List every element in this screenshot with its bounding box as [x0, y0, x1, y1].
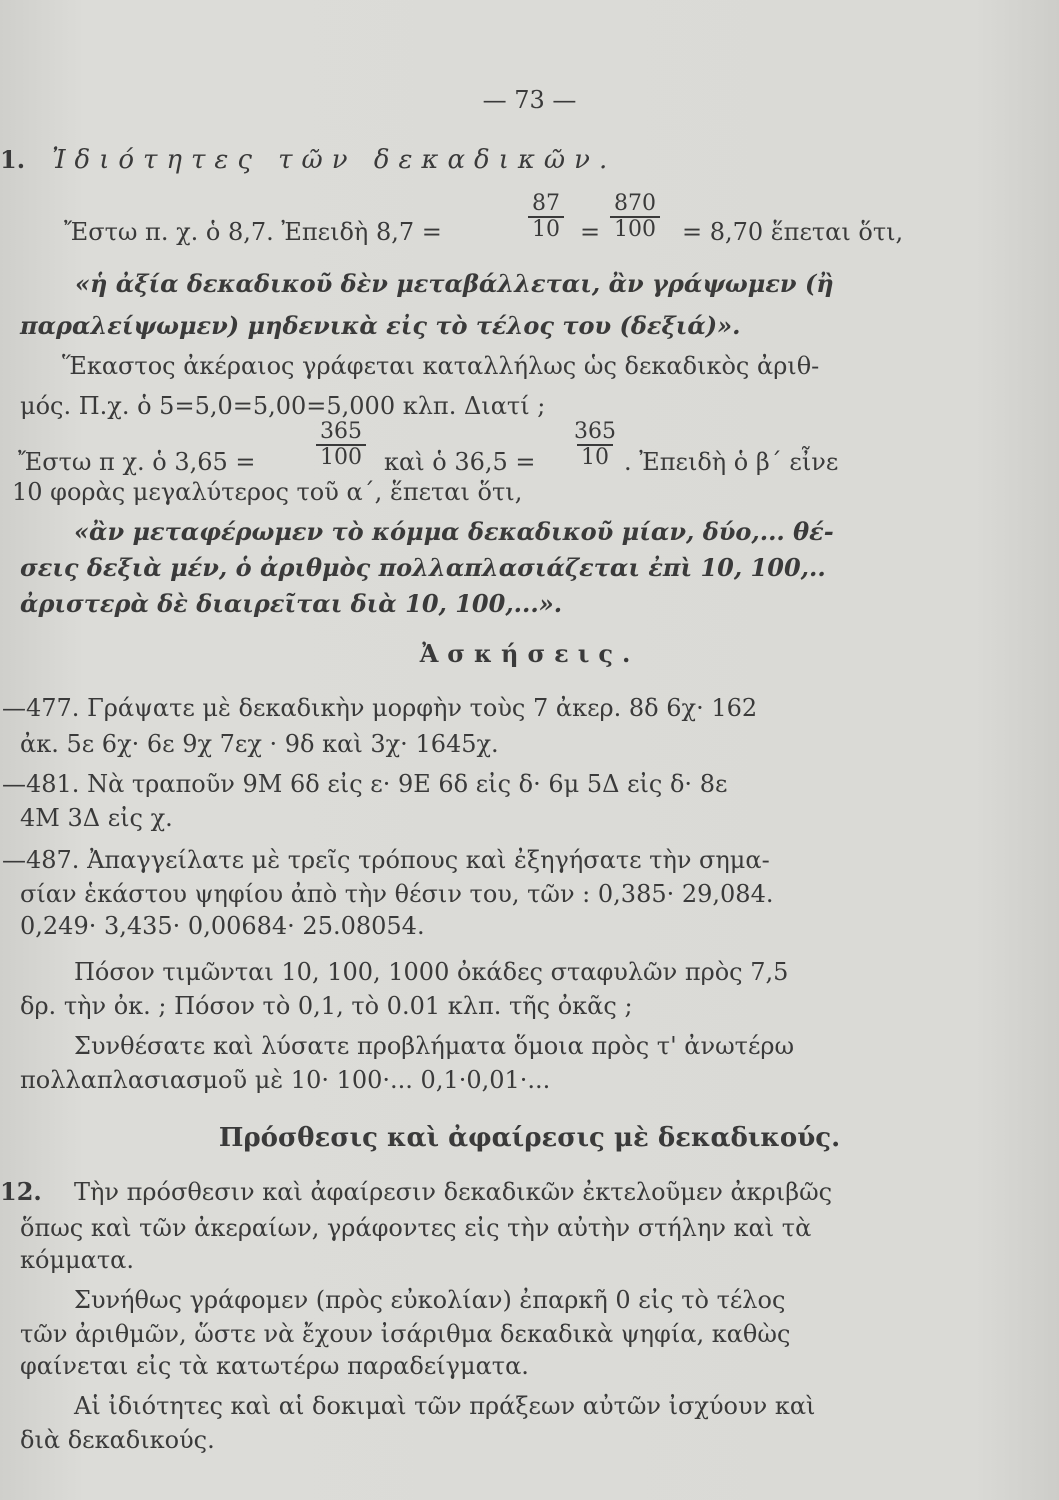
para3-start: Ἔστω π χ. ὁ 3,65 = — [18, 448, 256, 476]
rule1-line2: παραλείψωμεν) μηδενικὰ εἰς τὸ τέλος του (δεξιά)». — [20, 311, 741, 340]
question1-line1: Πόσον τιμῶνται 10, 100, 1000 ὀκάδες σταφυλῶν πρὸς 7,5 — [74, 958, 789, 986]
fraction-870-100 — [610, 192, 660, 242]
exercise-477-line1: —477. Γράψατε μὲ δεκαδικὴν μορφὴν τοὺς 7 ἀκερ. 8δ 6χ· 162 — [2, 694, 758, 722]
exercise-481-line2: 4Μ 3Δ εἰς χ. — [20, 804, 173, 832]
fraction-denominator: 100 — [316, 444, 366, 470]
fraction-numerator: 870 — [614, 191, 656, 216]
para5-line3: φαίνεται εἰς τὰ κατωτέρω παραδείγματα. — [20, 1352, 529, 1380]
fraction-numerator: 87 — [532, 191, 560, 216]
para5-line2: τῶν ἀριθμῶν, ὥστε νὰ ἔχουν ἰσάριθμα δεκαδικὰ ψηφία, καθὼς — [20, 1320, 791, 1348]
para3-mid: καὶ ὁ 36,5 = — [384, 448, 536, 476]
exercise-487-line2: σίαν ἑκάστου ψηφίου ἀπὸ τὴν θέσιν του, τῶν : 0,385· 29,084. — [20, 880, 774, 908]
fraction-87-10 — [528, 192, 564, 242]
rule2-line1: «ἂν μεταφέρωμεν τὸ κόμμα δεκαδικοῦ μίαν, δύο,... θέ- — [74, 517, 834, 546]
para6-line2: διὰ δεκαδικούς. — [20, 1426, 215, 1454]
fraction-denominator: 100 — [610, 216, 660, 242]
section-heading-addition-subtraction: Πρόσθεσις καὶ ἀφαίρεσις μὲ δεκαδικούς. — [218, 1123, 841, 1153]
fraction-numerator: 365 — [574, 419, 616, 444]
question2-line2: πολλαπλασιασμοῦ μὲ 10· 100·... 0,1·0,01·... — [20, 1066, 551, 1094]
para3-line2: 10 φορὰς μεγαλύτερος τοῦ α΄, ἕπεται ὅτι, — [12, 478, 523, 506]
para3-end: . Ἐπειδὴ ὁ β΄ εἶνε — [624, 448, 839, 476]
fraction-365-100 — [316, 420, 366, 470]
para4-line2: ὅπως καὶ τῶν ἀκεραίων, γράφοντες εἰς τὴν αὐτὴν στήλην καὶ τὰ — [20, 1214, 812, 1242]
fraction-denominator: 10 — [577, 444, 613, 470]
paragraph-marker: 12. — [0, 1177, 42, 1206]
question1-line2: δρ. τὴν ὀκ. ; Πόσον τὸ 0,1, τὸ 0.01 κλπ. τῆς ὀκᾶς ; — [20, 992, 633, 1020]
para4-line1: Τὴν πρόσθεσιν καὶ ἀφαίρεσιν δεκαδικῶν ἐκτελοῦμεν ἀκριβῶς — [74, 1178, 833, 1206]
fraction-denominator: 10 — [528, 216, 564, 242]
fraction-numerator: 365 — [320, 419, 362, 444]
section-marker: 1. — [0, 145, 26, 174]
question2-line1: Συνθέσατε καὶ λύσατε προβλήματα ὅμοια πρὸς τ' ἀνωτέρω — [74, 1032, 795, 1060]
rule2-line2: σεις δεξιὰ μέν, ὁ ἀριθμὸς πολλαπλασιάζεται ἐπὶ 10, 100,.. — [20, 553, 826, 582]
para5-line1: Συνήθως γράφομεν (πρὸς εὐκολίαν) ἐπαρκῆ 0 εἰς τὸ τέλος — [74, 1286, 786, 1314]
exercise-487-line1: —487. Ἀπαγγείλατε μὲ τρεῖς τρόπους καὶ ἐξηγήσατε τὴν σημα- — [2, 846, 770, 874]
rule2-line3: ἀριστερὰ δὲ διαιρεῖται διὰ 10, 100,...». — [20, 589, 563, 618]
para1-start: Ἔστω π. χ. ὁ 8,7. Ἐπειδὴ 8,7 = — [64, 218, 442, 246]
para4-line3: κόμματα. — [20, 1246, 134, 1274]
equals-sign: = — [580, 218, 601, 246]
exercise-481-line1: —481. Νὰ τραποῦν 9Μ 6δ εἰς ε· 9Ε 6δ εἰς δ· 6μ 5Δ εἰς δ· 8ε — [2, 770, 728, 798]
rule1-line1: «ἡ ἀξία δεκαδικοῦ δὲν μεταβάλλεται, ἂν γράψωμεν (ἢ — [75, 269, 834, 298]
fraction-365-10 — [570, 420, 620, 470]
exercise-477-line2: ἀκ. 5ε 6χ· 6ε 9χ 7εχ · 9δ καὶ 3χ· 1645χ. — [20, 730, 499, 758]
para2-line1: Ἕκαστος ἀκέραιος γράφεται καταλλήλως ὡς δεκαδικὸς ἀριθ- — [62, 352, 820, 380]
exercises-title: Ἀσκήσεις. — [419, 639, 640, 668]
para2-line2: μός. Π.χ. ὁ 5=5,0=5,00=5,000 κλπ. Διατί ; — [20, 392, 546, 420]
para6-line1: Αἱ ἰδιότητες καὶ αἱ δοκιμαὶ τῶν πράξεων αὐτῶν ἰσχύουν καὶ — [74, 1392, 816, 1420]
para1-end: = 8,70 ἕπεται ὅτι, — [682, 218, 904, 246]
exercise-487-line3: 0,249· 3,435· 0,00684· 25.08054. — [20, 912, 425, 940]
page-number: — 73 — — [482, 86, 577, 114]
section-title: Ἰδιότητες τῶν δεκαδικῶν. — [52, 145, 617, 175]
